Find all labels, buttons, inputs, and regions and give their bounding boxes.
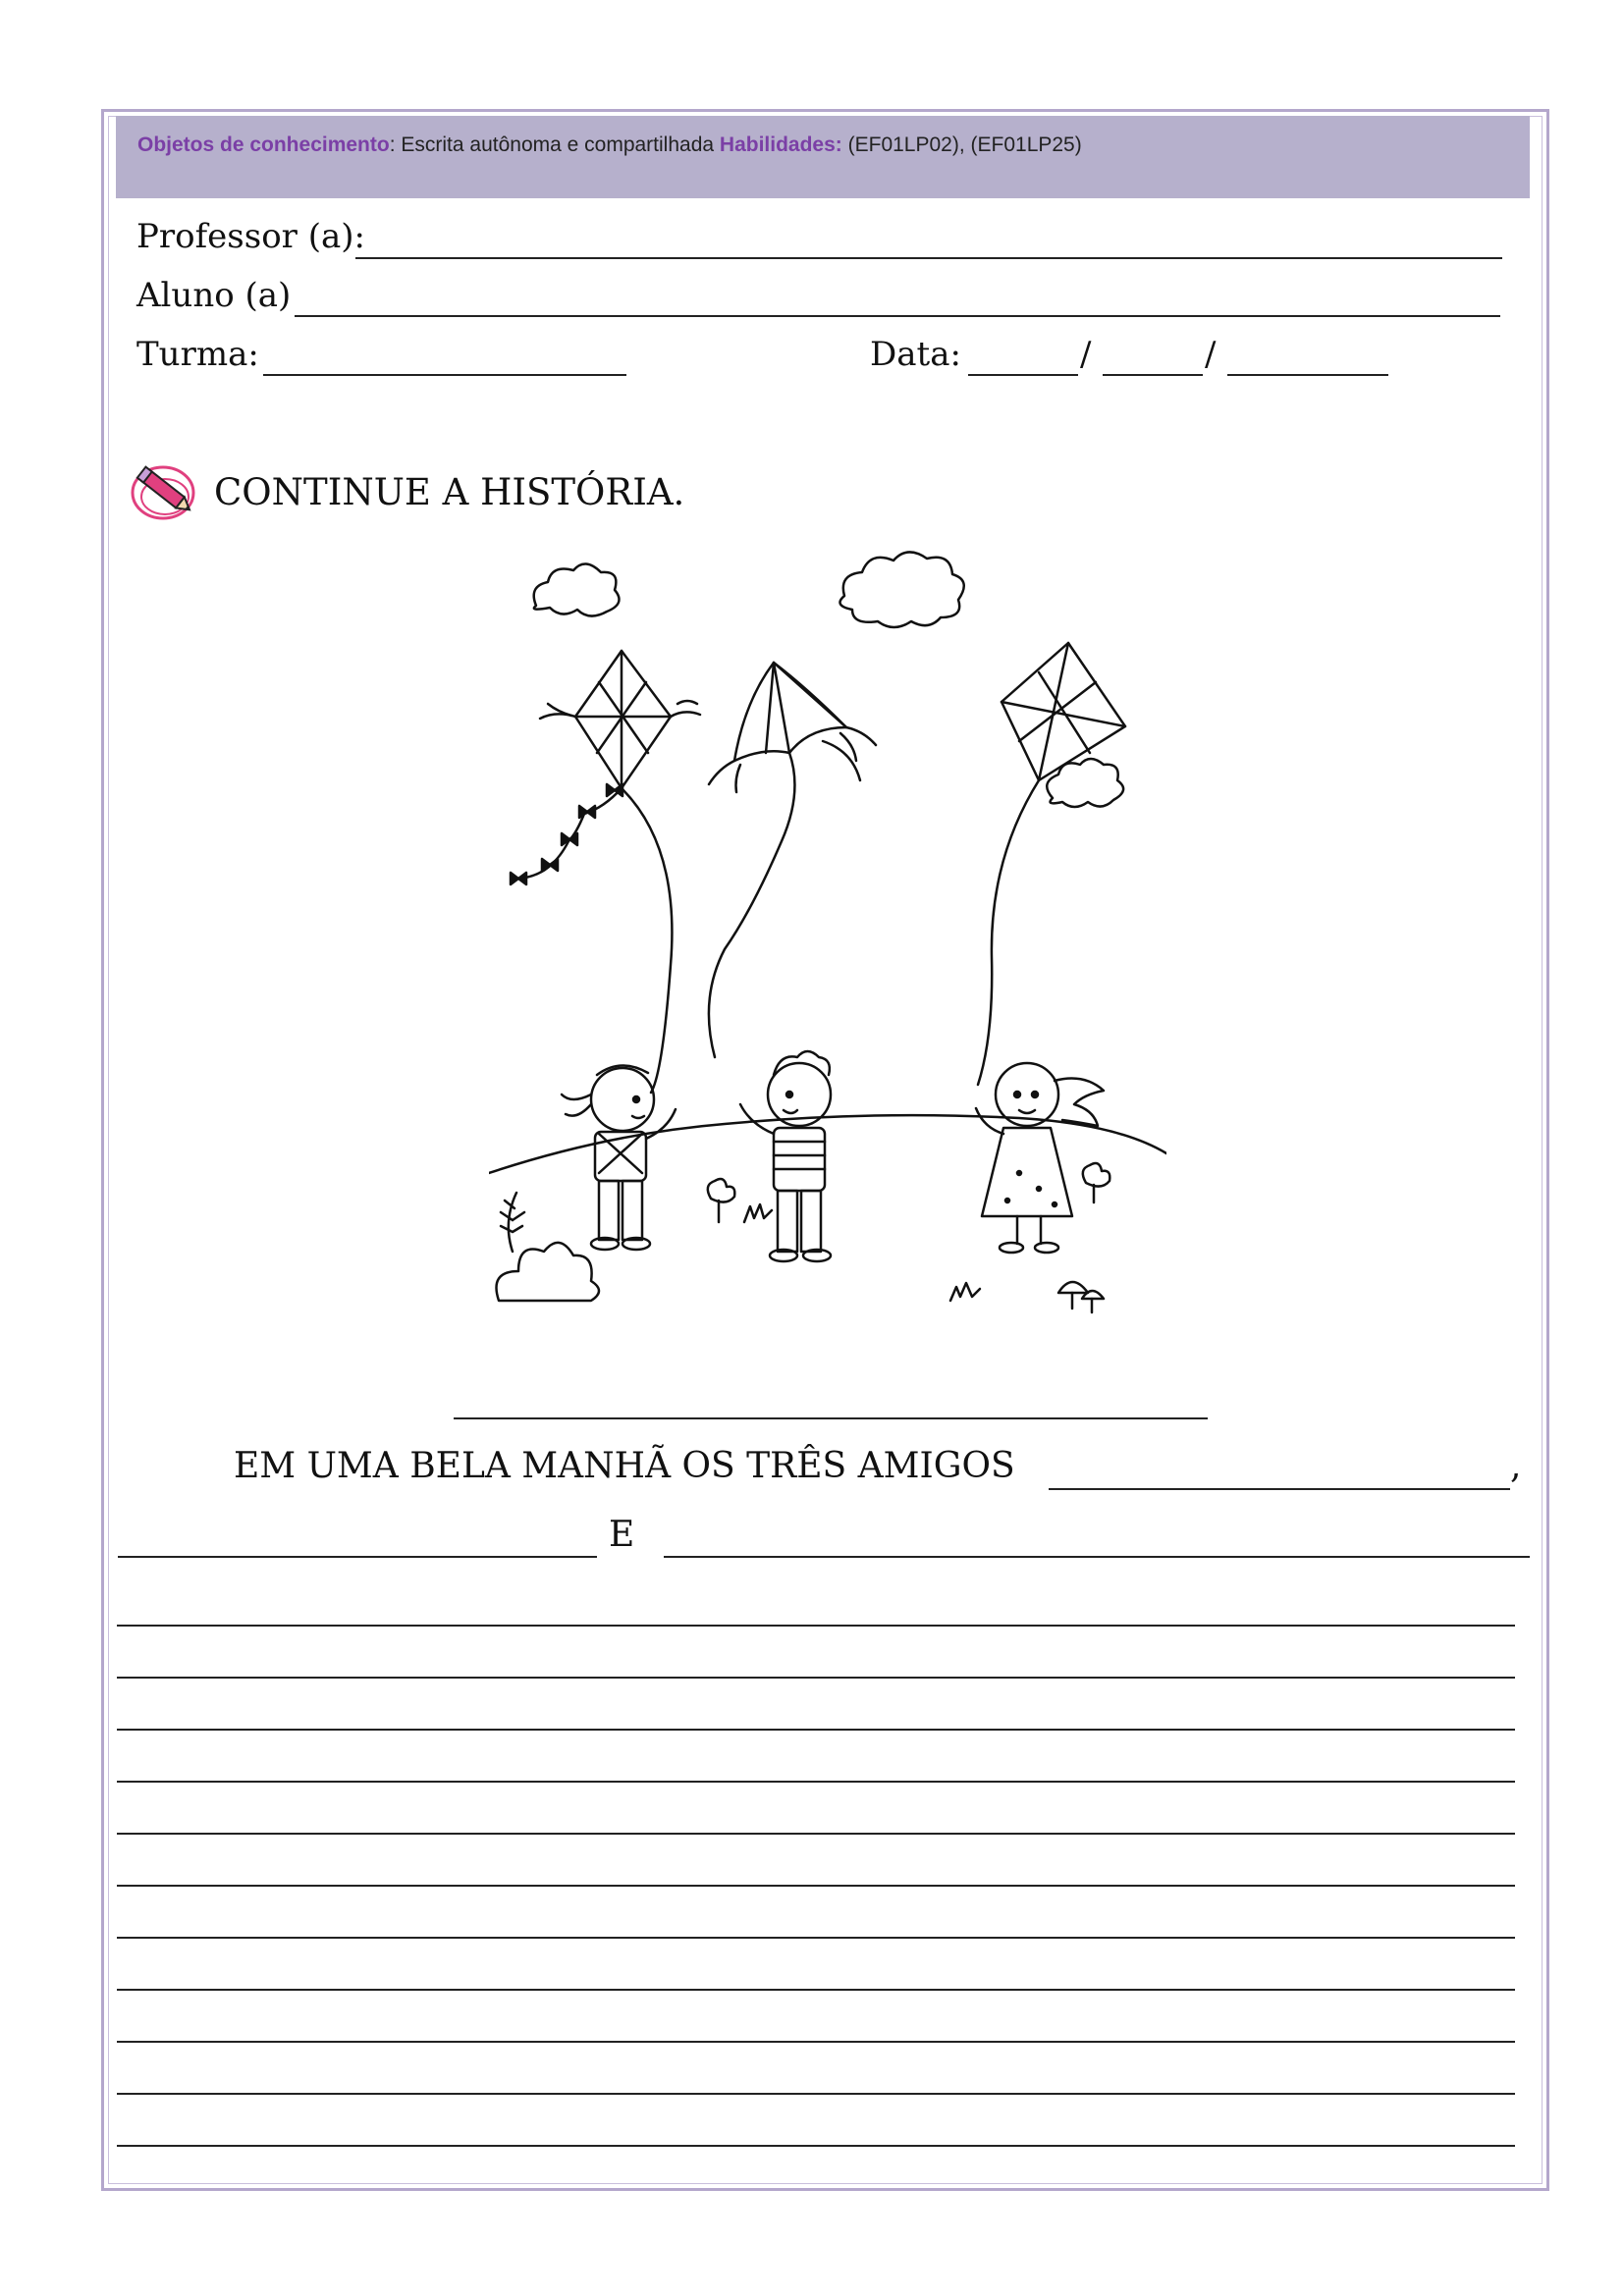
flower xyxy=(1083,1163,1110,1202)
writing-line[interactable] xyxy=(117,1625,1515,1627)
writing-line[interactable] xyxy=(117,2041,1515,2043)
child-right xyxy=(976,1063,1104,1253)
writing-line[interactable] xyxy=(117,1833,1515,1835)
activity-title: CONTINUE A HISTÓRIA. xyxy=(214,471,685,513)
header-text xyxy=(137,133,1082,157)
story-blank-1[interactable] xyxy=(1049,1488,1510,1490)
writing-line[interactable] xyxy=(117,1677,1515,1679)
grass xyxy=(950,1283,980,1301)
story-connector: E xyxy=(609,1515,635,1555)
data-separator: / xyxy=(1205,335,1217,374)
professor-label: Professor (a): xyxy=(136,217,365,256)
writing-line[interactable] xyxy=(117,1781,1515,1783)
mushrooms xyxy=(1058,1282,1104,1312)
writing-line[interactable] xyxy=(117,1885,1515,1887)
flower xyxy=(708,1179,735,1222)
kite-middle xyxy=(709,663,876,1057)
cloud-icon xyxy=(840,552,964,627)
data-day-field[interactable] xyxy=(968,374,1078,376)
writing-line[interactable] xyxy=(117,2145,1515,2147)
writing-line[interactable] xyxy=(117,1989,1515,1991)
objetos-label: Objetos de conhecimento xyxy=(137,133,390,156)
habilidades-text: (EF01LP02), (EF01LP25) xyxy=(841,133,1082,156)
story-blank-3[interactable] xyxy=(664,1556,1530,1558)
data-separator: / xyxy=(1080,335,1092,374)
writing-line[interactable] xyxy=(117,1937,1515,1939)
bush xyxy=(497,1193,600,1301)
story-line-1: EM UMA BELA MANHÃ OS TRÊS AMIGOS xyxy=(234,1446,1015,1486)
turma-field[interactable] xyxy=(263,374,626,376)
aluno-field[interactable] xyxy=(295,315,1500,317)
child-middle xyxy=(740,1051,831,1261)
header-band xyxy=(116,116,1530,198)
data-year-field[interactable] xyxy=(1227,374,1388,376)
data-label: Data: xyxy=(870,335,961,374)
kite-illustration xyxy=(489,545,1166,1330)
hill xyxy=(489,1115,1166,1173)
data-month-field[interactable] xyxy=(1103,374,1203,376)
story-title-field[interactable] xyxy=(454,1417,1208,1419)
kite-left xyxy=(511,651,700,1093)
grass xyxy=(744,1204,772,1222)
habilidades-label: Habilidades: xyxy=(719,133,842,156)
objetos-text: : Escrita autônoma e compartilhada xyxy=(389,133,720,156)
cloud-icon xyxy=(1047,759,1123,807)
cloud-icon xyxy=(534,563,620,615)
aluno-label: Aluno (a) xyxy=(136,276,292,315)
turma-label: Turma: xyxy=(136,335,259,374)
pencil-icon xyxy=(128,454,200,526)
story-blank-2[interactable] xyxy=(118,1556,597,1558)
kite-right xyxy=(978,643,1125,1085)
writing-line[interactable] xyxy=(117,1729,1515,1731)
story-comma: , xyxy=(1510,1446,1522,1486)
professor-field[interactable] xyxy=(355,257,1502,259)
child-left xyxy=(562,1065,676,1250)
writing-line[interactable] xyxy=(117,2093,1515,2095)
